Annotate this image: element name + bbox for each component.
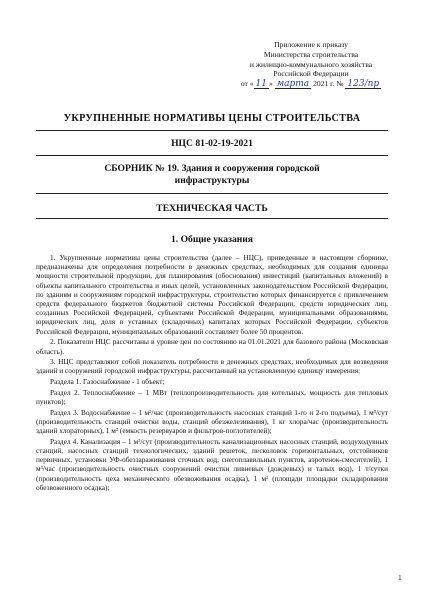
section-heading: 1. Общие указания — [170, 234, 253, 245]
handwritten-number: 123/пр — [347, 79, 380, 90]
appendix-line: Российской Федерации — [273, 69, 349, 79]
appendix-line: и жилищно-коммунального хозяйства — [249, 59, 373, 69]
appendix-line: Министерства строительства — [263, 49, 359, 59]
document-title: УКРУПНЕННЫЕ НОРМАТИВЫ ЦЕНЫ СТРОИТЕЛЬСТВА — [63, 113, 361, 124]
appendix-line: Приложение к приказу — [274, 40, 348, 49]
paragraph: 1. Укрупненные нормативы цены строительства (далее – НЦС), приведенные в настоящем сборнике, предназначены для определения потребности в денежных средствах, необходимых для создания единицы мощности строительной продукции, для планирования (обоснования) инвестиций (капитальных вложений) в объекты капитального строительства и иных целей, установленных законодательством Российской Федерации, по зданиям и сооружениям городской инфраструктуры, строительство которых финансируется с привлечением средств федерального бюджетов бюджетной системы Российской Федерации, средств юридических лиц, созданных Российской Федерацией, субъектами Российской Федерации, муниципальными образованиями, юридических лиц, доля в уставных (складочных) капиталах которых Российской Федерации, субъектов Российской Федерации, муниципальных образований составляет более 50 процентов. — [36, 253, 388, 336]
technical-part-heading: ТЕХНИЧЕСКАЯ ЧАСТЬ — [156, 203, 268, 214]
year-part: 2021 г. № — [313, 79, 344, 89]
divider — [36, 155, 388, 156]
handwritten-day: 11 — [255, 79, 267, 90]
document-code: НЦС 81-02-19-2021 — [171, 138, 253, 149]
divider — [36, 193, 388, 194]
divider — [36, 218, 388, 219]
divider — [36, 130, 388, 131]
appendix-block — [236, 40, 386, 89]
paragraph: Раздела 1. Газоснабжение - 1 объект; — [50, 377, 165, 387]
handwritten-month: марта — [276, 79, 310, 90]
order-date-line — [236, 79, 386, 89]
page-number: 1 — [398, 573, 402, 582]
collection-title: СБОРНИК № 19. Здания и сооружения городской инфраструктуры — [104, 163, 320, 186]
paragraph: Раздел 3. Водоснабжение – 1 м³/час (производительность насосных станций 1-го и 2-го подъема), 1 м³/сут (производительность станций очистки воды, станций обезжелезивания), 1 кг хлора/час (производительность зданий хлораторных), 1 м³ (емкость резервуаров и фильтров-поглотителей); — [36, 407, 388, 436]
paragraph: 2. Показатели НЦС рассчитаны в уровне цен по состоянию на 01.01.2021 для базового района (Московская область). — [36, 337, 388, 356]
paragraph: Раздел 4. Канализация – 1 м³/сут (производительность канализационных насосных станций, воздуходувных станций, насосных станций технологических, зданий решеток, песколовок горизонтальных, отстойников первичных, установки УФ-обеззараживания сточных вод, снегоплавильных пунктов, аэротенок-смесителей), 1 м³/час (производительность очистных сооружений очистки ливневых (дождевых) и талых вод), 1 т/сутки (производительность цеха механического обезвоживания осадка), 1 м² (площади площадки складирования обезвоженного осадка); — [36, 436, 388, 492]
document-body — [36, 253, 388, 494]
date-prefix: от « — [240, 79, 254, 89]
paragraph: 3. НЦС представляют собой показатель потребности в денежных средствах, необходимых для возведения зданий и сооружений городской инфраструктуры, рассчитанный на установленную единицу измерения: — [36, 357, 388, 376]
quote-close: » — [268, 79, 273, 89]
paragraph: Раздел 2. Теплоснабжение – 1 МВт (теплопроизводительность для котельных, мощность для тепловых пунктов); — [36, 387, 388, 407]
